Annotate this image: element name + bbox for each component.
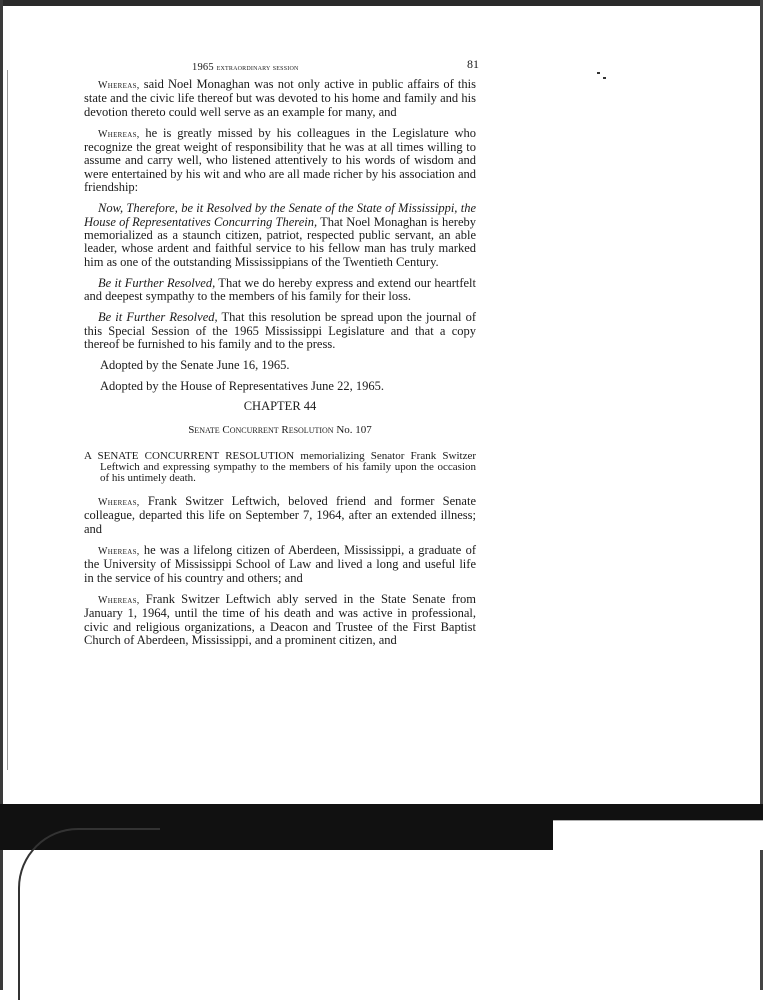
whereas-text: he was a lifelong citizen of Aberdeen, Mississippi, a graduate of the University of Mississippi School of Law and lived a long and useful life in the service of his country and others; and <box>84 543 476 585</box>
chapter-heading: CHAPTER 44 <box>243 398 317 413</box>
further-resolved-text: That this resolution be spread upon the journal of this Special Session of the 1965 Mississippi Legislature and that a copy thereof be furnished to his family and to the press. <box>84 310 477 352</box>
resolution-title <box>84 424 476 437</box>
whereas-lead: Whereas, <box>98 546 140 558</box>
whereas-lead: Whereas, <box>98 497 140 509</box>
running-head-year: 1965 <box>192 62 214 73</box>
running-head-session: extraordinary session <box>216 63 299 72</box>
preamble-text: memorializing Senator Frank Switzer Leftwich and expressing sympathy to the members of his family upon the occasion of his untimely death. <box>100 449 476 484</box>
whereas-text: Frank Switzer Leftwich ably served in the State Senate from January 1, 1964, until the time of his death and was active in professional, civic and religious organizations, a Deacon and Trustee of the First Baptist Church of Aberdeen, Mississippi, and a prominent citizen, and <box>84 591 476 647</box>
preamble-lead: A SENATE CONCURRENT RESOLUTION <box>84 449 295 462</box>
whereas-text: said Noel Monaghan was not only active in public affairs of this state and the civic life thereof but was devoted to his home and family and his devotion thereto could well serve as an example for many, and <box>84 77 476 119</box>
adopted-senate: Adopted by the Senate June 16, 1965. <box>100 358 290 373</box>
whereas-paragraph <box>84 127 476 194</box>
whereas-text: he is greatly missed by his colleagues in the Legislature who recognize the great weight of responsibility that he was at all times willing to assume and carry well, who listened attentively to his words of wisdom and were entertained by his wit and who are all made richer by his association and friendship: <box>84 125 476 195</box>
whereas-paragraph <box>84 593 476 647</box>
page-number: 81 <box>467 57 479 71</box>
whereas-paragraph <box>84 495 476 536</box>
further-resolved-text: That we do hereby express and extend our heartfelt and deepest sympathy to the members of his family for their loss. <box>84 275 476 304</box>
scan-speck <box>597 72 600 74</box>
resolution-number: No. 107 <box>333 424 372 437</box>
page-header <box>84 56 479 78</box>
resolved-paragraph <box>84 202 476 268</box>
further-resolved-italic: Be it Further Resolved, <box>98 310 218 325</box>
whereas-lead: Whereas, <box>98 80 140 91</box>
resolved-text: That Noel Monaghan is hereby memorialized as a staunch citizen, patriot, respected public servant, an able leader, whose ardent and faithful service to his fellow man has truly marked him as one of the outstanding Mississippians of the Twentieth Century. <box>84 214 476 269</box>
resolved-italic: Now, Therefore, be it Resolved by the Senate of the State of Mississippi, the House of Representatives Concurring Therein, <box>84 201 476 229</box>
resolution-title-label: Senate Concurrent Resolution <box>188 424 334 437</box>
whereas-text: Frank Switzer Leftwich, beloved friend and former Senate colleague, departed this life on September 7, 1964, after an extended illness; and <box>84 494 476 536</box>
further-resolved-paragraph <box>84 277 476 304</box>
adopted-house: Adopted by the House of Representatives June 22, 1965. <box>100 378 384 393</box>
further-resolved-italic: Be it Further Resolved, <box>98 275 216 290</box>
resolution-preamble <box>84 451 476 485</box>
scan-top-edge <box>0 0 763 6</box>
running-head <box>192 61 299 74</box>
document-page <box>84 56 479 655</box>
whereas-paragraph <box>84 78 476 119</box>
whereas-lead: Whereas, <box>98 594 140 606</box>
scan-speck <box>603 77 606 79</box>
scan-page-curl <box>18 828 160 1000</box>
scan-fold-line <box>7 70 8 770</box>
whereas-paragraph <box>84 544 476 585</box>
whereas-lead: Whereas, <box>98 128 140 140</box>
further-resolved-paragraph <box>84 311 476 351</box>
